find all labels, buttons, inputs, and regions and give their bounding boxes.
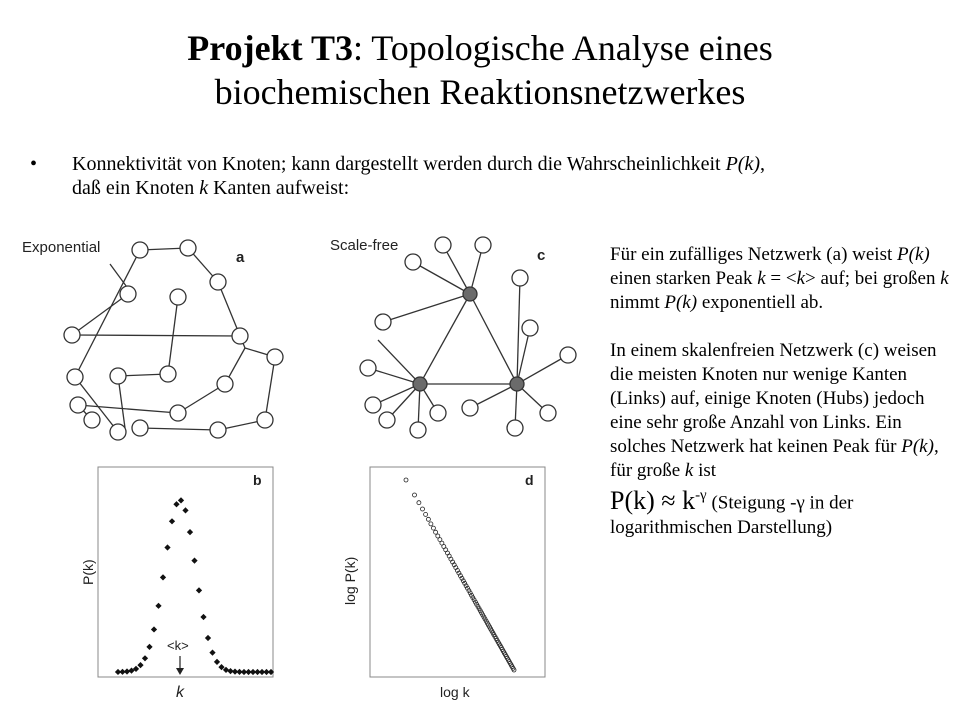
panel-d-point	[404, 478, 408, 482]
panel-b-annotation: <k>	[167, 638, 189, 653]
panel-d-point	[421, 507, 425, 511]
panel-b-ylabel: P(k)	[80, 559, 96, 585]
panel-d-point	[426, 517, 430, 521]
panel-b-point	[164, 544, 170, 550]
panel-b-point	[178, 497, 184, 503]
title-bold: Projekt T3	[187, 28, 353, 68]
panel-b-point	[160, 574, 166, 580]
panel-b-point	[173, 501, 179, 507]
panel-a-letter: a	[236, 249, 245, 266]
panel-b-point	[146, 644, 152, 650]
panel-d-points	[404, 478, 516, 672]
panel-b-point	[214, 659, 220, 665]
panel-d-point	[431, 526, 435, 530]
power-law-formula: $P(k) \approx k^{-\gamma}$	[610, 485, 707, 515]
panel-b-point	[137, 662, 143, 668]
panel-b-letter: b	[253, 472, 262, 488]
panel-b-points	[115, 497, 274, 675]
panel-b-point	[187, 529, 193, 535]
title-line2: biochemischen Reaktionsnetzwerkes	[214, 72, 746, 112]
panel-d-point	[429, 522, 433, 526]
panel-b-point	[155, 603, 161, 609]
panel-d-point	[413, 493, 417, 497]
panel-c-nodes	[360, 237, 576, 438]
panel-a	[22, 239, 283, 440]
panel-a-label: Exponential	[22, 239, 101, 256]
panel-d-point	[424, 512, 428, 516]
side-paragraph-1: Für ein zufälliges Netzwerk (a) weist P(k) einen starken Peak k = <k> auf; bei großen k nimmt P(k) exponentiell ab.	[610, 244, 949, 313]
panel-b-point	[124, 668, 130, 674]
title-rest: : Topologische Analyse eines	[352, 28, 773, 68]
panel-d-point	[417, 501, 421, 505]
panel-b-point	[200, 614, 206, 620]
panel-d	[342, 467, 545, 700]
panel-b-point	[182, 507, 188, 513]
panel-c-letter: c	[537, 247, 546, 264]
panel-d-ylabel: log P(k)	[342, 556, 358, 605]
side-paragraph-2: In einem skalenfreien Netzwerk (c) weisen die meisten Knoten nur wenige Kanten (Links) auf, einige Knoten (Hubs) jedoch eine sehr große Anzahl von Links. Ein solches Netzwerk hat keinen Peak für P(k), für große k ist $P(k) \approx k^{-\gamma}$ (Steigung -γ in der logarithmischen Darstellung)	[610, 340, 939, 538]
panel-d-xlabel: log k	[440, 684, 470, 700]
panel-b-point	[169, 518, 175, 524]
panel-c-label: Scale-free	[330, 237, 399, 254]
panel-b-point	[191, 557, 197, 563]
panel-b-point	[196, 587, 202, 593]
panel-b-xlabel: k	[176, 684, 184, 701]
bullet-text: Konnektivität von Knoten; kann dargestellt werden durch die Wahrscheinlichkeit P(k), daß ein Knoten k Kanten aufweist:	[72, 153, 766, 199]
panel-d-point	[434, 530, 438, 534]
panel-b-point	[209, 649, 215, 655]
panel-b	[80, 467, 274, 701]
panel-d-letter: d	[525, 472, 534, 488]
panel-b-point	[142, 655, 148, 661]
bullet-dot: •	[30, 153, 38, 175]
panel-a-nodes	[64, 240, 283, 440]
panel-b-point	[151, 626, 157, 632]
panel-b-point	[205, 635, 211, 641]
panel-c	[330, 237, 576, 438]
panel-c-hubs	[413, 287, 524, 391]
side-description	[610, 243, 950, 540]
